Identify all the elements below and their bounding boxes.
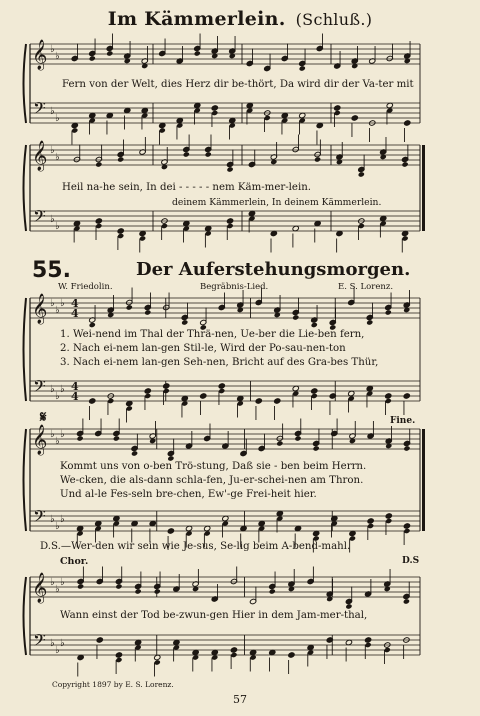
note-head — [113, 435, 120, 441]
brace-icon — [24, 577, 27, 655]
flat-icon: ♭ — [55, 391, 60, 402]
brace-icon — [24, 298, 27, 401]
note-head — [218, 383, 225, 389]
verse-b-1: Kommt uns von o-ben Trö-stung, Daß sie - ben beim Herrn. — [60, 461, 367, 472]
note-head — [163, 383, 170, 389]
note-head — [311, 322, 318, 328]
note-head — [154, 588, 161, 594]
flat-icon: ♭ — [50, 106, 55, 117]
note-head — [117, 228, 124, 234]
final-bar-line — [422, 429, 425, 531]
note-head — [351, 115, 358, 121]
segno-icon: 𝄋 — [40, 408, 47, 426]
brace-icon — [24, 429, 27, 531]
flat-icon: ♭ — [55, 436, 60, 447]
note-head — [135, 588, 142, 594]
note-head — [89, 322, 96, 328]
note-head — [144, 388, 151, 394]
note-head — [276, 440, 283, 446]
note-head — [269, 588, 276, 594]
time-signature: 4 — [71, 390, 79, 403]
note-head — [313, 445, 320, 451]
verse-b-2: We-cken, die als-dann schla-fen, Ju-er-schei-nen am Thron. — [60, 475, 364, 486]
note-head — [401, 161, 408, 167]
flat-icon: ♭ — [50, 44, 55, 55]
flat-icon: ♭ — [55, 152, 60, 163]
time-signature: 4 — [71, 380, 79, 393]
note-head — [77, 583, 84, 589]
flat-icon: ♭ — [50, 214, 55, 225]
brace-icon — [24, 145, 27, 231]
note-head — [288, 652, 295, 658]
treble-clef-icon: 𝄞 — [32, 294, 48, 324]
verse-a-1: 1. Wei-nend im Thal der Thrä-nen, Ue-ber die Lie-ben fern, — [60, 329, 365, 340]
note-head — [403, 393, 410, 399]
note-head — [106, 50, 113, 56]
bass-clef-icon: 𝄢 — [33, 98, 46, 122]
page-number: 57 — [233, 693, 247, 706]
note-head — [230, 647, 237, 653]
verse-a-3: 3. Nach ei-nem lan-gen Seh-nen, Bricht auf des Gra-bes Thür, — [60, 357, 379, 368]
treble-clef-icon: 𝄞 — [32, 573, 48, 603]
flat-icon: ♭ — [55, 521, 60, 532]
note-head — [117, 156, 124, 162]
lyrics-line-2: Heil na-he sein, In dei - - - - - nem Käm-mer-lein. — [62, 182, 312, 193]
note-head — [167, 528, 174, 534]
flat-icon: ♭ — [50, 514, 55, 525]
note-head — [404, 120, 411, 126]
bass-clef-icon: 𝄢 — [33, 506, 46, 530]
flat-icon: ♭ — [55, 645, 60, 656]
note-head — [181, 319, 188, 325]
lyrics-line-1: Fern von der Welt, dies Herz dir be-thört, Da wird dir der Va-ter mit — [62, 79, 414, 90]
treble-clef-icon: 𝄞 — [32, 40, 48, 70]
flat-icon: ♭ — [55, 113, 60, 124]
words-credit: W. Friedolin. — [58, 282, 113, 292]
note-head — [314, 156, 321, 162]
note-head — [294, 435, 301, 441]
verse-b-3: Und al-le Fes-seln bre-chen, Ew'-ge Frei-heit hier. — [60, 489, 317, 500]
note-head — [334, 105, 341, 111]
chorus-label: Chor. — [60, 556, 89, 567]
flat-icon: ♭ — [60, 514, 65, 525]
note-head — [385, 393, 392, 399]
flat-icon: ♭ — [50, 429, 55, 440]
ds-lyrics: D.S.—Wer-den wir sein wie Je-sus, Se-lig beim A-bend-mahl. — [40, 541, 351, 552]
flat-icon: ♭ — [50, 384, 55, 395]
note-head — [358, 171, 365, 177]
note-head — [385, 513, 392, 519]
note-head — [292, 314, 299, 320]
bass-clef-icon: 𝄢 — [33, 630, 46, 654]
note-head — [211, 105, 218, 111]
note-head — [366, 319, 373, 325]
note-head — [255, 398, 262, 404]
note-head — [274, 398, 281, 404]
flat-icon: ♭ — [60, 384, 65, 395]
flat-icon: ♭ — [60, 577, 65, 588]
note-head — [115, 583, 122, 589]
flat-icon: ♭ — [50, 577, 55, 588]
flat-icon: ♭ — [50, 298, 55, 309]
hymn-title: Der Auferstehungsmorgen. — [136, 259, 411, 280]
flat-icon: ♭ — [60, 429, 65, 440]
note-head — [367, 518, 374, 524]
flat-icon: ♭ — [60, 638, 65, 649]
continued-hymn-title-text: Im Kämmerlein. — [107, 8, 286, 30]
note-head — [226, 166, 233, 172]
ds-label: D.S — [402, 556, 420, 566]
note-head — [95, 161, 102, 167]
note-head — [144, 309, 151, 315]
lyrics-line-2-bass: deinem Kämmerlein, In deinem Kämmerlein. — [172, 197, 382, 208]
note-head — [95, 218, 102, 224]
flat-icon: ♭ — [55, 584, 60, 595]
note-head — [226, 218, 233, 224]
note-head — [365, 637, 372, 643]
flat-icon: ♭ — [50, 638, 55, 649]
note-head — [96, 637, 103, 643]
note-head — [205, 151, 212, 157]
note-head — [89, 55, 96, 61]
music-credit: E. S. Lorenz. — [338, 282, 394, 292]
tune-name: Begräbnis-Lied. — [200, 282, 269, 292]
note-head — [194, 50, 201, 56]
time-signature: 4 — [71, 297, 79, 310]
note-head — [403, 445, 410, 451]
note-head — [183, 151, 190, 157]
flat-icon: ♭ — [60, 298, 65, 309]
note-head — [403, 523, 410, 529]
note-head — [77, 435, 84, 441]
final-bar-line — [422, 145, 425, 231]
time-signature: 4 — [71, 307, 79, 320]
note-head — [385, 309, 392, 315]
treble-clef-icon: 𝄞 — [32, 141, 48, 171]
flat-icon: ♭ — [55, 51, 60, 62]
brace-icon — [24, 44, 27, 123]
chorus-lyrics: Wann einst der Tod be-zwun-gen Hier in dem Jam-mer-thal, — [60, 610, 368, 621]
hymn-number: 55. — [32, 258, 71, 283]
bass-clef-icon: 𝄢 — [33, 206, 46, 230]
note-head — [345, 603, 352, 609]
note-head — [200, 393, 207, 399]
note-head — [115, 652, 122, 658]
note-head — [89, 398, 96, 404]
note-head — [126, 304, 133, 310]
note-head — [131, 450, 138, 456]
copyright-notice: Copyright 1897 by E. S. Lorenz. — [52, 680, 174, 689]
continued-hymn-subtitle: (Schluß.) — [295, 10, 373, 29]
note-head — [403, 598, 410, 604]
note-head — [299, 65, 306, 71]
treble-clef-icon: 𝄞 — [32, 425, 48, 455]
verse-a-2: 2. Nach ei-nem lan-gen Stil-le, Wird der Po-sau-nen-ton — [60, 343, 346, 354]
flat-icon: ♭ — [55, 221, 60, 232]
flat-icon: ♭ — [55, 305, 60, 316]
bass-clef-icon: 𝄢 — [33, 376, 46, 400]
note-head — [311, 388, 318, 394]
fine-label: Fine. — [390, 416, 416, 426]
flat-icon: ♭ — [50, 145, 55, 156]
